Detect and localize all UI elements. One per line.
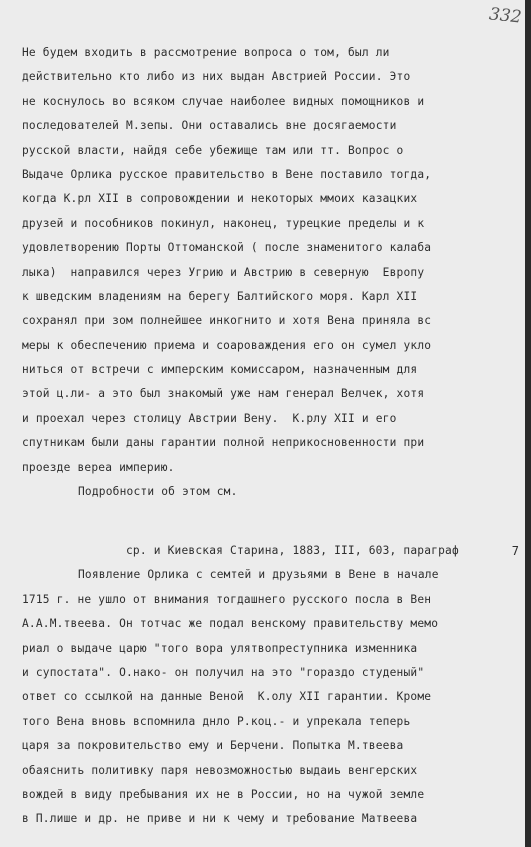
text-line: и супостата". О.нако- он получил на это "гораздо студеный" (22, 665, 425, 679)
text-line: меры к обеспечению приема и соароваждения его он сумел укло (22, 338, 432, 352)
text-line: последователей М.зепы. Они оставались вне досягаемости (22, 119, 397, 133)
top-paragraph (22, 41, 519, 504)
text-line: царя за покровительство ему и Берчени. Попытка М.твеева (22, 739, 404, 753)
text-line: спутникам были даны гарантии полной неприкосновенности при (22, 436, 425, 450)
text-line: лыка) направился через Угрию и Австрию в северную Европу (22, 265, 425, 279)
text-line: действительно кто либо из них выдан Австрией России. Это (22, 70, 411, 84)
text-line: удовлетворению Порты Оттоманской ( после знаменитого калаба (22, 241, 432, 255)
text-line: ниться от встречи с имперским комиссаром, назначенным для (22, 363, 418, 377)
text-line: русской власти, найдя себе убежище там или тт. Вопрос о (22, 143, 404, 157)
text-line: ответ со ссылкой на данные Веной К.олу XII гарантии. Кроме (22, 690, 432, 704)
margin-note: 7 (511, 544, 519, 558)
text-line: не коснулось во всяком случае наиболее видных помощников и (22, 94, 425, 108)
page-number: 332 (487, 4, 522, 28)
text-line: когда К.рл XII в сопровождении и некоторых ммоих казацких (22, 192, 418, 206)
text-line: и проехал через столицу Австрии Вену. К.рлу XII и его (22, 411, 397, 425)
text-line: Выдаче Орлика русское правительство в Вене поставило тогда, (22, 167, 432, 181)
text-line: А.А.М.твеева. Он тотчас же подал венскому правительству мемо (22, 617, 439, 631)
text-line: вождей в виду пребывания их не в России, но на чужой земле (22, 787, 425, 801)
text-line: риал о выдаче царю "того вора улятвопреступника изменника (22, 641, 418, 655)
text-line: ср. и Киевская Старина, 1883, III, 603, параграф (126, 544, 459, 557)
text-line: проезде вереа империю. (22, 460, 175, 474)
text-line: к шведским владениям на берегу Балтийского моря. Карл XII (22, 289, 418, 303)
text-line: Не будем входить в рассмотрение вопроса о том, был ли (22, 46, 390, 59)
scan-edge (525, 0, 531, 847)
text-line: сохранял при зом полнейшее инкогнито и хотя Вена приняла вс (22, 314, 432, 328)
text-line: обаяснить политивку паря невозможностью выдаиь венгерских (22, 763, 418, 777)
text-line: друзей и пособников покинул, наконец, турецкие пределы и к (22, 216, 425, 230)
text-line: Появление Орлика с семтей и друзьями в Вене в начале (78, 568, 439, 582)
closing-line: Подробности об этом см. (78, 485, 238, 499)
text-line: в П.лише и др. не приве и ни к чему и требование Матвеева (22, 812, 418, 826)
text-line: того Вена вновь вспомнила днло Р.коц.- и упрекала теперь (22, 714, 411, 728)
bottom-paragraph (22, 539, 519, 832)
text-line: 1715 г. не ушло от внимания тогдашнего русского посла в Вен (22, 592, 432, 606)
text-line: этой ц.ли- а это был знакомый уже нам генерал Велчек, хотя (22, 387, 425, 401)
